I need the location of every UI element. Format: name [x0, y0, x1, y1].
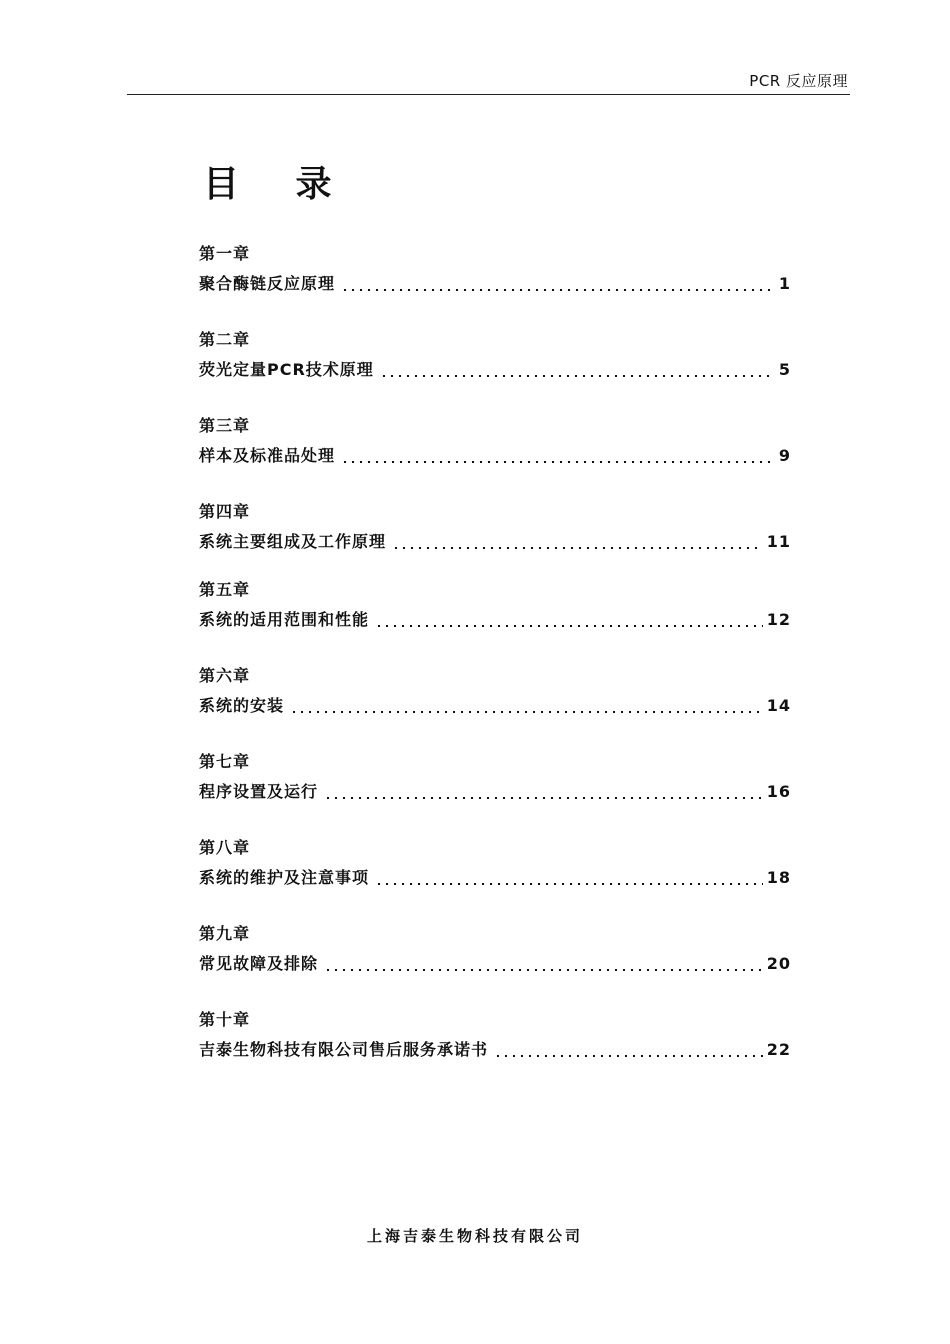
dot-leader	[341, 289, 775, 291]
chapter-label: 第八章	[199, 838, 251, 857]
dot-leader	[375, 625, 763, 627]
toc-entry[interactable]	[199, 948, 791, 980]
entry-page-number: 5	[778, 360, 791, 379]
dot-leader	[324, 969, 763, 971]
toc-chapter-8	[199, 834, 791, 894]
entry-page-number: 18	[766, 868, 791, 887]
entry-title: 系统的适用范围和性能	[199, 610, 370, 629]
entry-page-number: 1	[778, 274, 791, 293]
page-footer-company: 上海吉泰生物科技有限公司	[366, 1227, 583, 1245]
toc-entry[interactable]	[199, 268, 791, 300]
entry-page-number: 11	[766, 532, 791, 551]
entry-title: 系统的维护及注意事项	[199, 868, 370, 887]
dot-leader	[341, 461, 775, 463]
toc-entry[interactable]	[199, 690, 791, 722]
chapter-label: 第六章	[199, 666, 251, 685]
dot-leader	[324, 797, 763, 799]
entry-title: 聚合酶链反应原理	[199, 274, 336, 293]
toc-chapter-3	[199, 412, 791, 472]
toc-chapter-4	[199, 498, 791, 558]
table-of-contents	[199, 240, 791, 1066]
chapter-label: 第四章	[199, 502, 251, 521]
page-header	[127, 60, 850, 95]
dot-leader	[375, 883, 763, 885]
toc-chapter-2	[199, 326, 791, 386]
chapter-label: 第十章	[199, 1010, 251, 1029]
entry-page-number: 20	[766, 954, 791, 973]
toc-chapter-5	[199, 576, 791, 636]
entry-title: 程序设置及运行	[199, 782, 319, 801]
toc-chapter-6	[199, 662, 791, 722]
entry-title: 荧光定量PCR技术原理	[199, 360, 374, 379]
chapter-label: 第七章	[199, 752, 251, 771]
entry-page-number: 16	[766, 782, 791, 801]
entry-page-number: 14	[766, 696, 791, 715]
entry-title: 样本及标准品处理	[199, 446, 336, 465]
entry-page-number: 12	[766, 610, 791, 629]
entry-page-number: 9	[778, 446, 791, 465]
toc-title: 目 录	[203, 164, 354, 205]
toc-entry[interactable]	[199, 862, 791, 894]
dot-leader	[380, 375, 775, 377]
chapter-label: 第九章	[199, 924, 251, 943]
toc-entry[interactable]	[199, 776, 791, 808]
toc-entry[interactable]	[199, 604, 791, 636]
toc-entry[interactable]	[199, 354, 791, 386]
entry-title: 常见故障及排除	[199, 954, 319, 973]
chapter-label: 第五章	[199, 580, 251, 599]
toc-chapter-9	[199, 920, 791, 980]
header-title: PCR 反应原理	[749, 72, 848, 90]
entry-title: 系统主要组成及工作原理	[199, 532, 387, 551]
toc-chapter-7	[199, 748, 791, 808]
toc-chapter-1	[199, 240, 791, 300]
chapter-label: 第一章	[199, 244, 251, 263]
toc-entry[interactable]	[199, 440, 791, 472]
dot-leader	[392, 547, 763, 549]
toc-entry[interactable]	[199, 526, 791, 558]
toc-entry[interactable]	[199, 1034, 791, 1066]
entry-title: 吉泰生物科技有限公司售后服务承诺书	[199, 1040, 489, 1059]
dot-leader	[494, 1055, 763, 1057]
toc-chapter-10	[199, 1006, 791, 1066]
dot-leader	[290, 711, 763, 713]
chapter-label: 第二章	[199, 330, 251, 349]
entry-title: 系统的安装	[199, 696, 285, 715]
chapter-label: 第三章	[199, 416, 251, 435]
entry-page-number: 22	[766, 1040, 791, 1059]
